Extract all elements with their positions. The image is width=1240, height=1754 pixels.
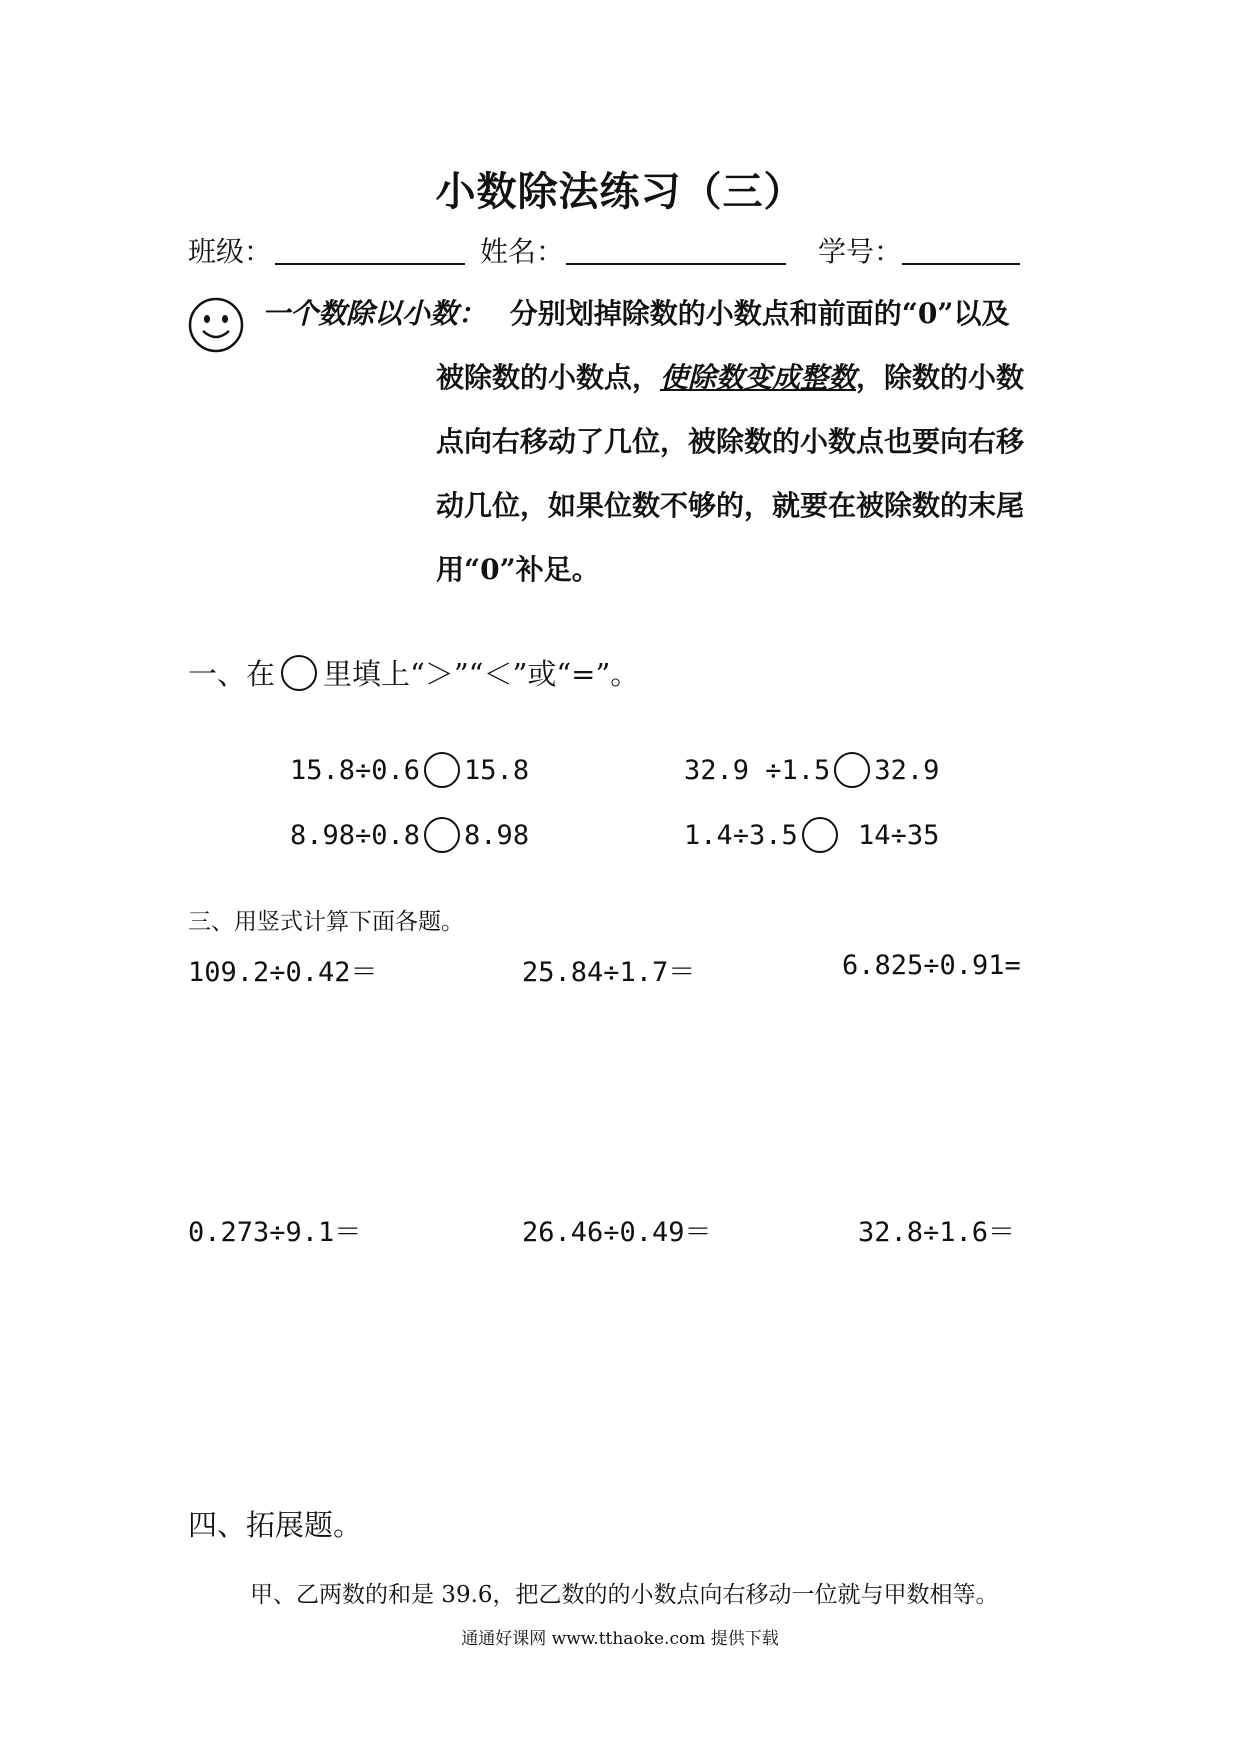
comparison-left: 8.98÷0.8	[290, 819, 421, 851]
name-field-line[interactable]	[566, 263, 786, 265]
section-3-heading: 三、用竖式计算下面各题。	[188, 909, 464, 935]
class-field-line[interactable]	[275, 263, 465, 265]
class-label: 班级：	[188, 235, 273, 268]
calc-problem-3: 6.825÷0.91=	[842, 950, 1021, 981]
section-1-heading-post: 里填上“＞”“＜”或“=”。	[323, 657, 640, 691]
comparison-right: 8.98	[464, 819, 530, 851]
calc-problem-5: 26.46÷0.49＝	[522, 1217, 712, 1248]
comparison-left: 32.9 ÷1.5	[684, 754, 831, 786]
rule-line-2-post: ，除数的小数	[856, 361, 1025, 394]
rule-heading: 一个数除以小数：	[262, 297, 487, 330]
rule-line-1	[262, 285, 1009, 342]
circle-icon	[281, 655, 317, 691]
section-1-heading-pre: 一、在	[188, 657, 276, 691]
calc-problem-1: 109.2÷0.42＝	[188, 957, 378, 988]
rule-line-1-text: 分别划掉除数的小数点和前面的“0”以及	[509, 297, 1010, 330]
comparison-item-1	[290, 752, 529, 788]
comparison-answer-circle[interactable]	[834, 752, 870, 788]
smiley-face-icon	[188, 297, 244, 353]
rule-line-3: 点向右移动了几位，被除数的小数点也要向右移	[436, 425, 1025, 458]
calc-problem-6: 32.8÷1.6＝	[858, 1217, 1016, 1248]
comparison-answer-circle[interactable]	[802, 817, 838, 853]
rule-line-4: 动几位，如果位数不够的，就要在被除数的末尾	[436, 489, 1025, 522]
comparison-item-2	[684, 752, 939, 788]
comparison-right: 15.8	[464, 754, 530, 786]
comparison-right: 14÷35	[841, 819, 940, 851]
comparison-item-3	[290, 817, 529, 853]
student-id-label: 学号：	[818, 235, 903, 268]
rule-line-5: 用“0”补足。	[436, 553, 600, 586]
page-title: 小数除法练习（三）	[435, 168, 805, 215]
calc-problem-4: 0.273÷9.1＝	[188, 1217, 362, 1248]
comparison-answer-circle[interactable]	[424, 817, 460, 853]
name-label: 姓名：	[480, 235, 565, 268]
section-4-heading: 四、拓展题。	[188, 1508, 363, 1542]
comparison-left: 1.4÷3.5	[684, 819, 798, 851]
comparison-right: 32.9	[874, 754, 940, 786]
comparison-answer-circle[interactable]	[424, 752, 460, 788]
comparison-left: 15.8÷0.6	[290, 754, 421, 786]
student-id-field-line[interactable]	[902, 263, 1020, 265]
rule-line-2-pre: 被除数的小数点，	[436, 361, 661, 394]
comparison-item-4	[684, 817, 939, 853]
extension-problem-text: 甲、乙两数的和是 39.6，把乙数的的小数点向右移动一位就与甲数相等。	[250, 1582, 999, 1608]
section-1-heading	[188, 652, 639, 693]
footer-credit: 通通好课网 www.tthaoke.com 提供下载	[461, 1629, 779, 1649]
rule-line-2	[436, 349, 1024, 406]
rule-emphasis: 使除数变成整数	[660, 361, 857, 394]
calc-problem-2: 25.84÷1.7＝	[522, 957, 696, 988]
